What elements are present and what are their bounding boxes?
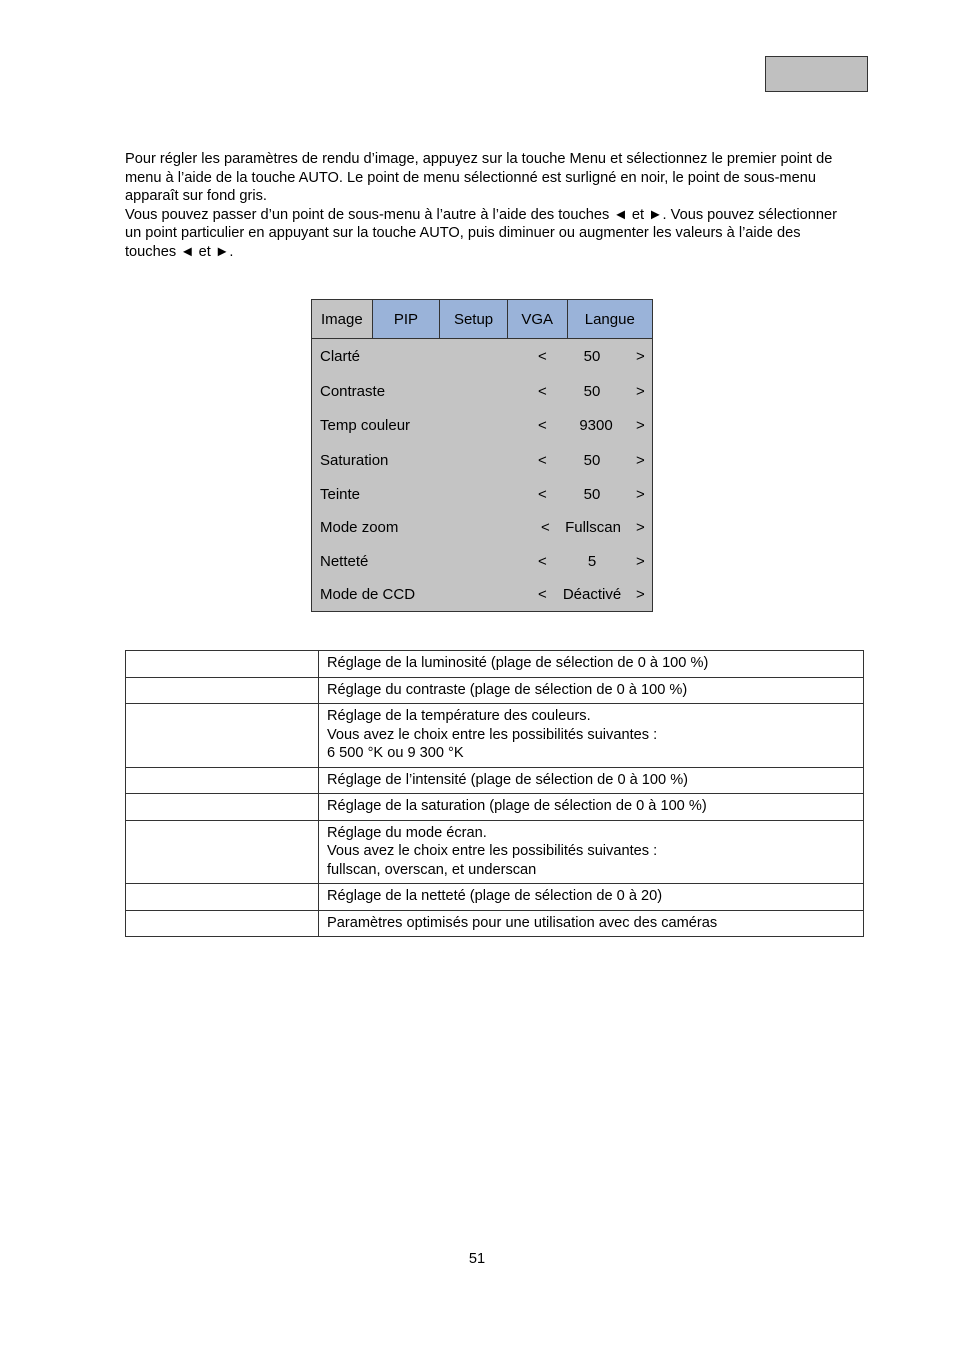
description-line: Réglage du contraste (plage de sélection de 0 à 100 %) — [327, 681, 688, 698]
osd-row-value: Déactivé — [562, 586, 622, 603]
osd-row-mode-zoom[interactable] — [312, 516, 652, 540]
osd-row-teinte[interactable] — [312, 483, 652, 507]
description-line: Vous avez le choix entre les possibilités suivantes : — [327, 726, 658, 743]
decrease-arrow[interactable]: < — [538, 486, 547, 503]
osd-row-label: Contraste — [320, 383, 386, 400]
tab-langue[interactable]: Langue — [568, 300, 653, 338]
setting-name-cell — [126, 704, 319, 768]
osd-row-label: Temp couleur — [320, 417, 411, 434]
osd-row-label: Teinte — [320, 486, 361, 503]
setting-name-cell — [126, 884, 319, 911]
table-row — [126, 820, 864, 884]
decrease-arrow[interactable]: < — [538, 348, 547, 365]
tab-pip[interactable]: PIP — [373, 300, 441, 338]
decrease-arrow[interactable]: < — [538, 417, 547, 434]
page-number: 51 — [468, 1251, 486, 1267]
osd-row-contraste[interactable] — [312, 380, 652, 404]
osd-row-mode-ccd[interactable] — [312, 583, 652, 607]
description-line: Réglage du mode écran. — [327, 824, 487, 841]
intro-paragraph-2: Vous pouvez passer d’un point de sous-menu à l’autre à l’aide des touches ◄ et ►. Vous pouvez sélectionner un point particulier en appuyant sur la touche AUTO, puis diminuer ou augmenter les valeurs à l’aide des touches ◄ et ►. — [125, 206, 837, 260]
setting-description-cell — [319, 910, 864, 937]
osd-row-saturation[interactable] — [312, 449, 652, 473]
increase-arrow[interactable]: > — [636, 417, 645, 434]
osd-row-label: Clarté — [320, 348, 361, 365]
setting-description-cell — [319, 794, 864, 821]
setting-name-cell — [126, 794, 319, 821]
decrease-arrow[interactable]: < — [538, 553, 547, 570]
intro-paragraph-1: Pour régler les paramètres de rendu d’image, appuyez sur la touche Menu et sélectionnez le premier point de menu à l’aide de la touche AUTO. Le point de menu sélectionné est surligné en noir, le point de sous-menu apparaît sur fond gris. — [125, 151, 833, 205]
setting-description-cell — [319, 677, 864, 704]
setting-name-cell — [126, 910, 319, 937]
table-row — [126, 794, 864, 821]
description-line: Réglage de la netteté (plage de sélection de 0 à 20) — [327, 888, 663, 904]
description-line: 6 500 °K ou 9 300 °K — [327, 745, 464, 761]
osd-row-label: Mode de CCD — [320, 586, 416, 603]
intro-text — [125, 150, 850, 262]
table-row — [126, 677, 864, 704]
osd-row-value: 9300 — [579, 417, 613, 434]
osd-row-clarte[interactable] — [312, 345, 652, 369]
decrease-arrow[interactable]: < — [541, 519, 550, 536]
table-row — [126, 884, 864, 911]
description-line: Réglage de la saturation (plage de sélection de 0 à 100 %) — [327, 798, 707, 814]
setting-description-cell — [319, 884, 864, 911]
osd-row-value: Fullscan — [565, 519, 621, 536]
osd-row-value: 5 — [587, 553, 597, 570]
settings-description-table — [125, 650, 864, 937]
increase-arrow[interactable]: > — [636, 519, 645, 536]
description-line: Réglage de la luminosité (plage de sélection de 0 à 100 %) — [327, 655, 709, 671]
setting-name-cell — [126, 767, 319, 794]
setting-description-cell — [319, 651, 864, 678]
description-line: Paramètres optimisés pour une utilisation avec des caméras — [327, 914, 718, 931]
increase-arrow[interactable]: > — [636, 586, 645, 603]
setting-description-cell — [319, 767, 864, 794]
osd-row-temp-couleur[interactable] — [312, 414, 652, 438]
description-line: Réglage de la température des couleurs. — [327, 708, 591, 724]
table-row — [126, 704, 864, 768]
osd-row-label: Netteté — [320, 553, 369, 570]
osd-row-label: Mode zoom — [320, 519, 399, 536]
description-line: Réglage de l’intensité (plage de sélection de 0 à 100 %) — [327, 771, 689, 788]
osd-row-value: 50 — [583, 383, 601, 400]
increase-arrow[interactable]: > — [636, 553, 645, 570]
table-row — [126, 910, 864, 937]
setting-description-cell — [319, 820, 864, 884]
table-row — [126, 767, 864, 794]
tab-setup[interactable]: Setup — [440, 300, 508, 338]
table-row — [126, 651, 864, 678]
osd-row-value: 50 — [583, 486, 601, 503]
increase-arrow[interactable]: > — [636, 486, 645, 503]
osd-row-nettete[interactable] — [312, 550, 652, 574]
setting-name-cell — [126, 677, 319, 704]
osd-row-label: Saturation — [320, 452, 389, 469]
decrease-arrow[interactable]: < — [538, 383, 547, 400]
setting-description-cell — [319, 704, 864, 768]
description-line: fullscan, overscan, et underscan — [327, 861, 537, 878]
osd-row-value: 50 — [583, 348, 601, 365]
osd-menu — [311, 299, 653, 612]
increase-arrow[interactable]: > — [636, 452, 645, 469]
description-line: Vous avez le choix entre les possibilités suivantes : — [327, 843, 658, 859]
osd-row-value: 50 — [583, 452, 601, 469]
tab-vga[interactable]: VGA — [508, 300, 568, 338]
decrease-arrow[interactable]: < — [538, 452, 547, 469]
tab-image[interactable]: Image — [312, 300, 373, 338]
increase-arrow[interactable]: > — [636, 383, 645, 400]
increase-arrow[interactable]: > — [636, 348, 645, 365]
language-marker-box — [765, 56, 868, 92]
decrease-arrow[interactable]: < — [538, 586, 547, 603]
osd-tab-bar — [312, 300, 652, 339]
setting-name-cell — [126, 820, 319, 884]
setting-name-cell — [126, 651, 319, 678]
